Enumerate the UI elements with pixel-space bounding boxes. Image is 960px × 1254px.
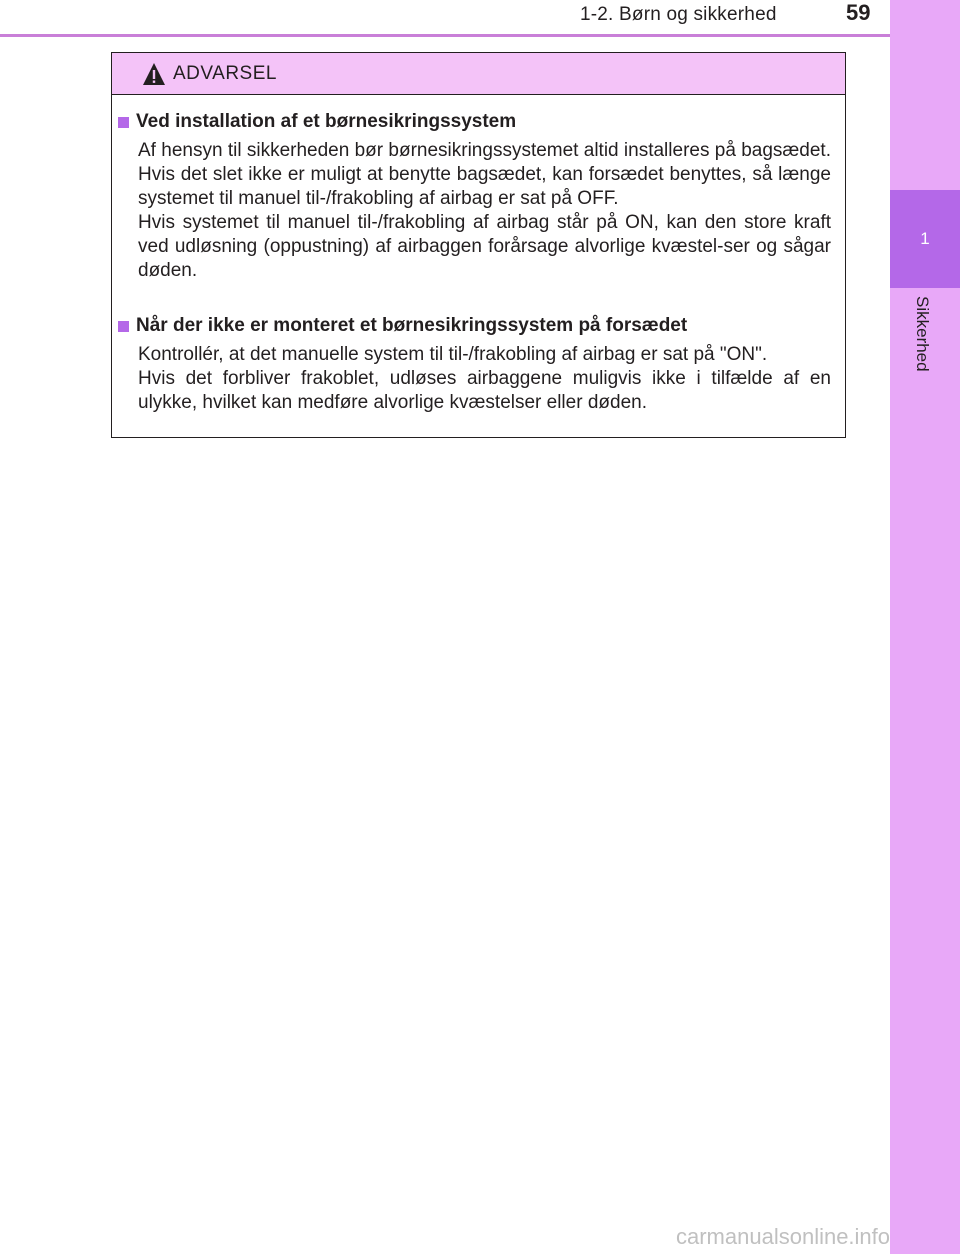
- warning-triangle-icon: [142, 62, 166, 86]
- header-rule: [0, 34, 890, 37]
- section-heading-text: Når der ikke er monteret et børnesikringssystem på forsædet: [136, 315, 688, 336]
- warning-header: [112, 53, 845, 95]
- section-heading-text: Ved installation af et børnesikringssystem: [136, 111, 517, 132]
- paragraph: Kontrollér, at det manuelle system til til-/frakobling af airbag er sat på "ON".: [138, 344, 768, 365]
- warning-box: [111, 52, 846, 438]
- chapter-title: 1-2. Børn og sikkerhed: [580, 4, 777, 25]
- section-body-installation: [138, 139, 831, 283]
- page-number: 59: [846, 0, 871, 25]
- section-heading-installation: [118, 111, 516, 133]
- paragraph: Af hensyn til sikkerheden bør børnesikringssystemet altid installeres på bagsædet. Hvis det slet ikke er muligt at benytte bagsædet, kan forsædet benyttes, så længe systemet til manuel til-/frakobling af airbag er sat på OFF.: [138, 140, 831, 209]
- section-heading-no-child-seat: [118, 315, 687, 337]
- side-tab-number: 1: [890, 190, 960, 288]
- warning-title: ADVARSEL: [173, 62, 277, 84]
- paragraph: Hvis det forbliver frakoblet, udløses airbaggene muligvis ikke i tilfælde af en ulykke, hvilket kan medføre alvorlige kvæstelser eller døden.: [138, 368, 831, 413]
- square-bullet-icon: [118, 321, 129, 332]
- section-body-no-child-seat: [138, 343, 831, 415]
- side-tab-label: Sikkerhed: [913, 296, 932, 372]
- square-bullet-icon: [118, 117, 129, 128]
- side-tab: [890, 0, 960, 1254]
- watermark: carmanualsonline.info: [676, 1224, 891, 1249]
- paragraph: Hvis systemet til manuel til-/frakobling af airbag står på ON, kan den store kraft ved udløsning (oppustning) af airbaggen forårsage alvorlige kvæstel-ser og sågar døden.: [138, 212, 831, 281]
